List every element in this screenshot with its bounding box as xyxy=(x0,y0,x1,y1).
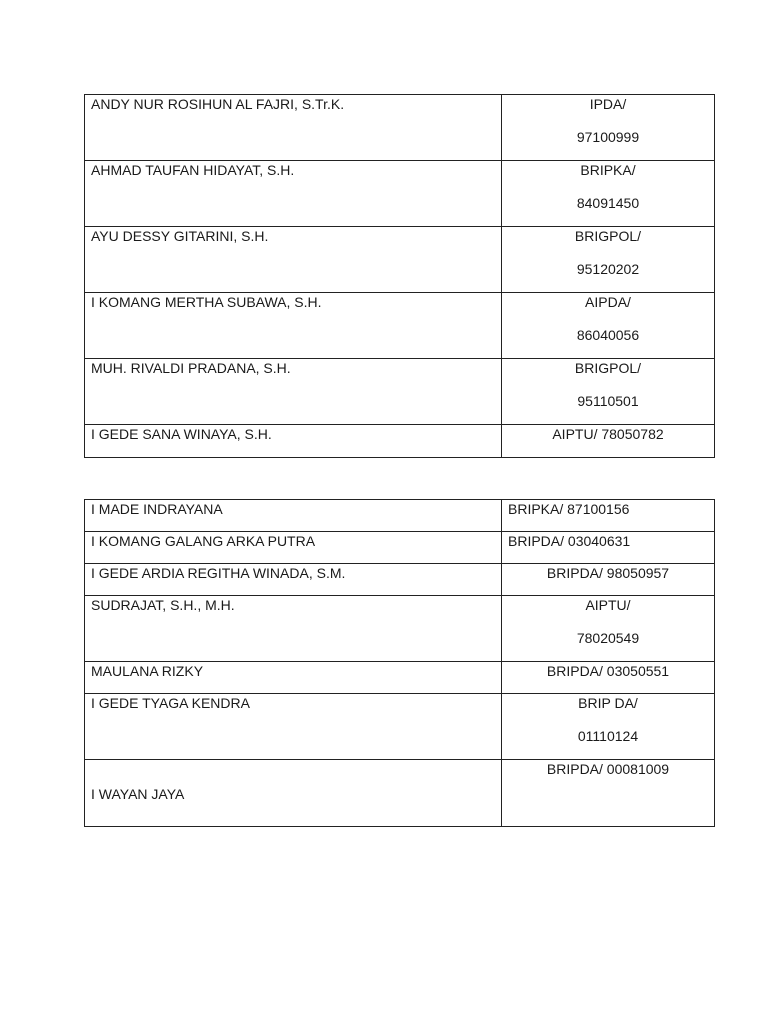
nrp-text: 97100999 xyxy=(576,129,640,145)
rank-text: AIPTU/ xyxy=(585,597,631,613)
name-cell: AYU DESSY GITARINI, S.H. xyxy=(85,227,502,293)
rank-text: BRIPKA/ xyxy=(580,162,636,178)
nrp-text: 95110501 xyxy=(577,393,639,409)
nrp-text: 86040056 xyxy=(576,327,640,343)
rank-nrp-cell xyxy=(502,161,715,227)
rank-nrp-cell: BRIPDA/ 00081009 xyxy=(502,760,715,827)
table-row xyxy=(85,161,715,227)
personnel-table-2 xyxy=(84,499,715,827)
name-cell: AHMAD TAUFAN HIDAYAT, S.H. xyxy=(85,161,502,227)
table-row xyxy=(85,596,715,662)
rank-text: AIPDA/ xyxy=(585,294,631,310)
table-row xyxy=(85,425,715,458)
table-row xyxy=(85,227,715,293)
nrp-text: 01110124 xyxy=(577,728,639,744)
nrp-text: 84091450 xyxy=(576,195,640,211)
rank-nrp-cell xyxy=(502,359,715,425)
table-row xyxy=(85,662,715,694)
nrp-text: 95120202 xyxy=(576,261,640,277)
name-cell: I KOMANG MERTHA SUBAWA, S.H. xyxy=(85,293,502,359)
rank-text: BRIGPOL/ xyxy=(574,228,642,244)
name-cell: SUDRAJAT, S.H., M.H. xyxy=(85,596,502,662)
table-row xyxy=(85,293,715,359)
rank-text: BRIGPOL/ xyxy=(574,360,642,376)
personnel-table-1 xyxy=(84,94,715,458)
rank-nrp-cell: BRIPKA/ 87100156 xyxy=(502,500,715,532)
rank-nrp-cell xyxy=(502,95,715,161)
table-row xyxy=(85,564,715,596)
rank-nrp-cell xyxy=(502,596,715,662)
rank-text: BRIP DA/ xyxy=(578,695,638,711)
rank-nrp-cell xyxy=(502,694,715,760)
table-row xyxy=(85,500,715,532)
rank-nrp-cell: AIPTU/ 78050782 xyxy=(502,425,715,458)
rank-nrp-cell xyxy=(502,227,715,293)
name-cell: MAULANA RIZKY xyxy=(85,662,502,694)
table-row xyxy=(85,359,715,425)
rank-text: IPDA/ xyxy=(589,96,627,112)
table-row xyxy=(85,95,715,161)
table-row xyxy=(85,532,715,564)
name-cell: I MADE INDRAYANA xyxy=(85,500,502,532)
rank-nrp-cell: BRIPDA/ 03040631 xyxy=(502,532,715,564)
rank-nrp-cell: BRIPDA/ 98050957 xyxy=(502,564,715,596)
name-cell: I GEDE SANA WINAYA, S.H. xyxy=(85,425,502,458)
rank-nrp-cell: BRIPDA/ 03050551 xyxy=(502,662,715,694)
name-cell: ANDY NUR ROSIHUN AL FAJRI, S.Tr.K. xyxy=(85,95,502,161)
table-row xyxy=(85,694,715,760)
name-cell: I WAYAN JAYA xyxy=(85,760,502,827)
name-cell: MUH. RIVALDI PRADANA, S.H. xyxy=(85,359,502,425)
name-cell: I KOMANG GALANG ARKA PUTRA xyxy=(85,532,502,564)
name-cell: I GEDE TYAGA KENDRA xyxy=(85,694,502,760)
nrp-text: 78020549 xyxy=(576,630,640,646)
table-row xyxy=(85,760,715,827)
rank-nrp-cell xyxy=(502,293,715,359)
name-cell: I GEDE ARDIA REGITHA WINADA, S.M. xyxy=(85,564,502,596)
